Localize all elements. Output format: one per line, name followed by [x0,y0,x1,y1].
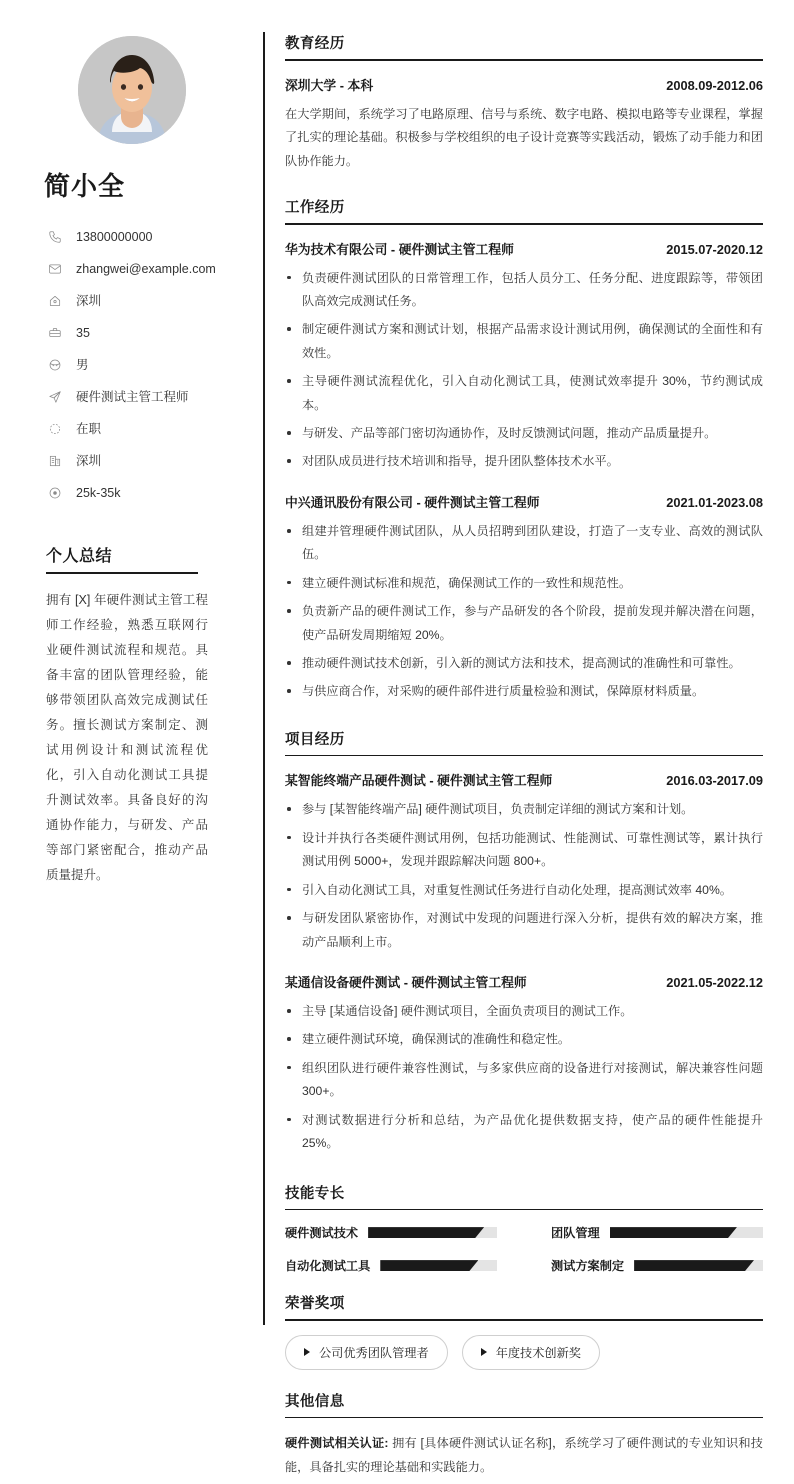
education-entry-head [285,75,763,94]
list-item: 对团队成员进行技术培训和指导，提升团队整体技术水平。 [285,450,763,473]
skills-title: 技能专长 [285,1185,345,1202]
building-icon [46,452,64,470]
avatar-wrapper [22,36,241,144]
column-divider [263,32,265,1325]
paper-plane-icon [46,388,64,406]
skill-item [551,1224,763,1241]
list-item: 负责新产品的硬件测试工作，参与产品研发的各个阶段，提前发现并解决潜在问题，使产品研发周期缩短 20%。 [285,600,763,647]
skill-progress-track [610,1227,763,1238]
project-entry [285,770,763,954]
list-item: 设计并执行各类硬件测试用例，包括功能测试、性能测试、可靠性测试等，累计执行测试用例 5000+，发现并跟踪解决问题 800+。 [285,827,763,874]
skill-progress-fill [610,1227,737,1238]
contact-phone-value: 13800000000 [76,229,153,244]
home-icon [46,292,64,310]
list-item: 对测试数据进行分析和总结，为产品优化提供数据支持，使产品的硬件性能提升 25%。 [285,1109,763,1156]
work-entry-bullets [285,520,763,704]
contact-position [46,383,241,411]
skill-label: 硬件测试技术 [285,1226,359,1241]
list-item: 与供应商合作，对采购的硬件部件进行质量检验和测试，保障原材料质量。 [285,680,763,703]
contact-salary-value: 25k-35k [76,485,121,500]
contact-job-status [46,415,241,443]
project-entry-date: 2021.05-2022.12 [666,974,763,990]
list-item: 建立硬件测试标准和规范，确保测试工作的一致性和规范性。 [285,572,763,595]
education-entry-paragraph: 在大学期间，系统学习了电路原理、信号与系统、数字电路、模拟电路等专业课程，掌握了扎实的理论基础。积极参与学校组织的电子设计竞赛等实践活动，锻炼了动手能力和团队协作能力。 [285,106,763,169]
envelope-icon [46,260,64,278]
contact-work-city-value: 深圳 [76,453,102,468]
summary-section-title: 个人总结 [46,548,113,565]
education-entry-date: 2008.09-2012.06 [666,77,763,93]
contact-list [46,223,241,507]
skill-progress-track [380,1260,497,1271]
portrait-photo-icon [78,36,186,144]
other-info-text: 拥有 [具体硬件测试认证名称]，系统学习了硬件测试的专业知识和技能，具备扎实的理论基础和实践能力。 [285,1436,763,1475]
awards-list [285,1335,763,1370]
work-entry-head [285,492,763,511]
summary-rule [46,572,198,574]
contact-age-value: 35 [76,325,90,340]
contact-city [46,287,241,315]
list-item: 组建并管理硬件测试团队，从人员招聘到团队建设，打造了一支专业、高效的测试队伍。 [285,520,763,567]
contact-salary [46,479,241,507]
list-item: 与研发、产品等部门密切沟通协作，及时反馈测试问题，推动产品质量提升。 [285,422,763,445]
work-entry-title: 中兴通讯股份有限公司 - 硬件测试主管工程师 [285,494,540,510]
section-education [285,32,763,174]
other-info-label: 硬件测试相关认证: [285,1436,389,1451]
section-awards [285,1292,763,1370]
list-item: 负责硬件测试团队的日常管理工作，包括人员分工、任务分配、进度跟踪等，带领团队高效完成测试任务。 [285,267,763,314]
work-entry-date: 2021.01-2023.08 [666,494,763,510]
skills-rule [285,1209,763,1211]
status-ring-icon [46,420,64,438]
skills-grid [285,1224,763,1274]
list-item: 参与 [某智能终端产品] 硬件测试项目，负责制定详细的测试方案和计划。 [285,798,763,821]
skill-item [285,1224,497,1241]
list-item: 与研发团队紧密协作，对测试中发现的问题进行深入分析，提供有效的解决方案，推动产品顺利上市。 [285,907,763,954]
skill-progress-fill [368,1227,484,1238]
avatar [78,36,186,144]
project-entry-bullets [285,1000,763,1156]
list-item: 建立硬件测试环境，确保测试的准确性和稳定性。 [285,1028,763,1051]
list-item: 组织团队进行硬件兼容性测试，与多家供应商的设备进行对接测试，解决兼容性问题 300+。 [285,1057,763,1104]
contact-city-value: 深圳 [76,293,102,308]
skill-progress-track [634,1260,763,1271]
education-rule [285,59,763,61]
skill-label: 自动化测试工具 [285,1259,371,1274]
list-item: 主导 [某通信设备] 硬件测试项目，全面负责项目的测试工作。 [285,1000,763,1023]
skill-label: 团队管理 [551,1226,600,1241]
project-entry-title: 某通信设备硬件测试 - 硬件测试主管工程师 [285,974,527,990]
project-entry-bullets [285,798,763,954]
list-item: 推动硬件测试技术创新，引入新的测试方法和技术，提高测试的准确性和可靠性。 [285,652,763,675]
candidate-name: 简小全 [44,171,126,201]
section-work [285,196,763,704]
skill-item [285,1257,497,1274]
work-entry-title: 华为技术有限公司 - 硬件测试主管工程师 [285,241,514,257]
skill-progress-track [368,1227,497,1238]
award-chip[interactable] [462,1335,600,1370]
contact-work-city [46,447,241,475]
projects-title: 项目经历 [285,731,345,748]
skill-label: 测试方案制定 [551,1259,625,1274]
list-item: 主导硬件测试流程优化，引入自动化测试工具，使测试效率提升 30%，节约测试成本。 [285,370,763,417]
work-entry-head [285,239,763,258]
contact-gender-value: 男 [76,357,89,372]
briefcase-icon [46,324,64,342]
triangle-right-icon [481,1348,487,1356]
face-icon [46,356,64,374]
skill-progress-fill [634,1260,754,1271]
award-chip[interactable] [285,1335,448,1370]
contact-age [46,319,241,347]
other-rule [285,1417,763,1419]
work-title: 工作经历 [285,199,345,216]
section-other [285,1390,763,1480]
sidebar [0,0,263,888]
education-title: 教育经历 [285,36,345,52]
work-entry [285,492,763,704]
education-entry-title: 深圳大学 - 本科 [285,77,374,93]
triangle-right-icon [304,1348,310,1356]
contact-position-value: 硬件测试主管工程师 [76,389,189,404]
work-entry [285,239,763,474]
contact-gender [46,351,241,379]
project-entry-head [285,770,763,789]
summary-text: 拥有 [X] 年硬件测试主管工程师工作经验，熟悉互联网行业硬件测试流程和规范。具备丰富的团队管理经验，能够带领团队高效完成测试任务。擅长测试方案制定、测试用例设计和测试流程优化，引入自动化测试工具提升测试效率。具备良好的沟通协作能力，与研发、产品等部门紧密配合，推动产品质量提升。 [46,592,208,882]
list-item: 制定硬件测试方案和测试计划，根据产品需求设计测试用例，确保测试的全面性和有效性。 [285,318,763,365]
list-item: 引入自动化测试工具，对重复性测试任务进行自动化处理，提高测试效率 40%。 [285,879,763,902]
work-entry-date: 2015.07-2020.12 [666,241,763,257]
awards-rule [285,1319,763,1321]
skill-item [551,1257,763,1274]
contact-job-status-value: 在职 [76,421,102,436]
project-entry [285,972,763,1156]
project-entry-head [285,972,763,991]
section-skills [285,1182,763,1275]
project-entry-title: 某智能终端产品硬件测试 - 硬件测试主管工程师 [285,773,553,789]
contact-email-value: zhangwei@example.com [76,261,216,276]
contact-phone [46,223,241,251]
phone-icon [46,228,64,246]
projects-rule [285,755,763,757]
skill-progress-fill [380,1260,478,1271]
work-entry-bullets [285,267,763,474]
award-label: 公司优秀团队管理者 [319,1345,429,1360]
award-label: 年度技术创新奖 [495,1345,581,1360]
other-title: 其他信息 [285,1393,345,1410]
target-icon [46,484,64,502]
education-entry [285,75,763,174]
main-content [285,32,763,1484]
section-projects [285,728,763,1156]
other-info-line [285,1432,763,1480]
contact-email [46,255,241,283]
work-rule [285,223,763,225]
project-entry-date: 2016.03-2017.09 [666,773,763,789]
awards-title: 荣誉奖项 [285,1296,345,1313]
